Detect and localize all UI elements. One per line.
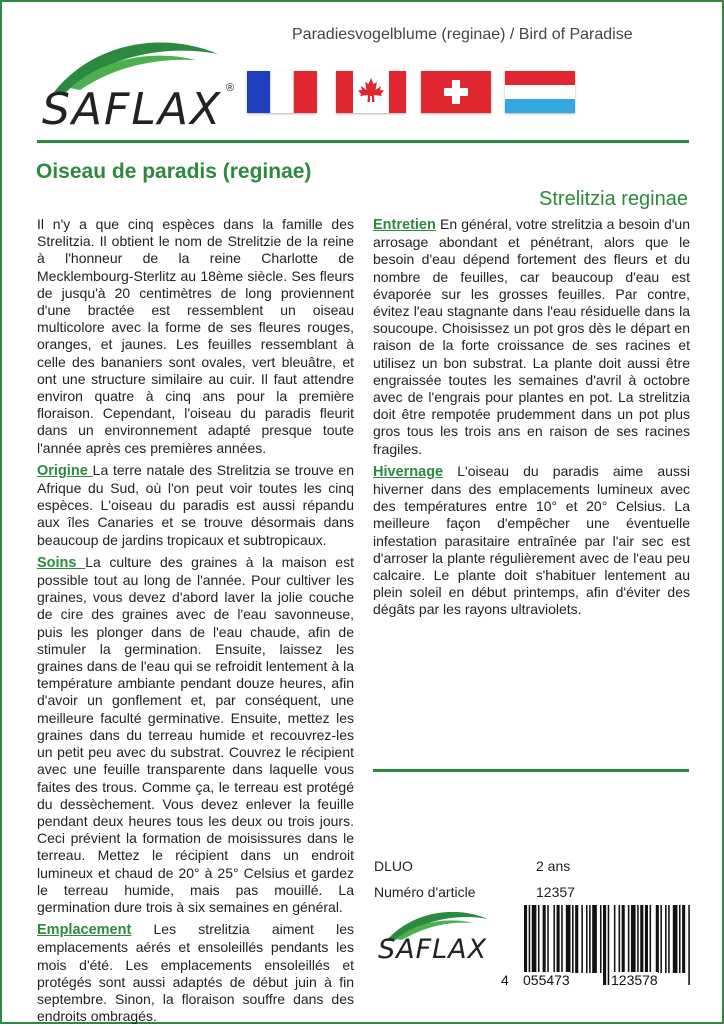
emplacement-text: Les strelitzia aiment les emplacements aérés et ensoleillés pendants les mois d'été. Les emplacements ensoleillés et protégés sont aussi adaptés de début juin à fin septembre. Sinon, la floraison souffre dans des endroits ombragés.	[37, 921, 354, 1025]
barcode-bar	[631, 905, 636, 973]
barcode-bar	[668, 905, 670, 973]
left-column	[37, 216, 354, 1030]
hivernage-text: L'oiseau du paradis aime aussi hiverner dans des emplacements lumineux avec des températures entre 10° et 20° Celsius. La meilleure façon d'empêcher une éventuelle infestation parasitaire entraînée par l'air sec est d'arroser la plante régulièrement avec de l'eau peu calcaire. Le plante doit s'habituer lentement au plein soleil en début printemps, afin d'éviter des dégâts par les rayons ultraviolets.	[373, 462, 691, 618]
emplacement-heading: Emplacement	[37, 922, 132, 939]
canada-flag-icon	[336, 71, 406, 113]
soins-text: La culture des graines à la maison est possible tout au long de l'année. Pour cultiver les graines, vous devez d'abord laver la jolie couche de cire des graines avec de l'eau savonneuse, puis les plonger dans de l'eau chaude, afin de stimuler la germination. Ensuite, laissez les graines dans de l'eau qui se refroidit lentement à la température ambiante pendant douze heures, afin d'avoir un gonflement et, par conséquent, une meilleure faculté germinative. Ensuite, mettez les graines dans du terreau humide et recouvrez-les un petit peu avec du substrat. Couvrez le récipient avec une feuille transparente dans laquelle vous faites des trous. Comme ça, le terreau est protégé du dessèchement. Vous devez enlever la feuille pendant deux heures tous les deux ou trois jours. Ceci prévient la formation de moisissures dans le terreau. Mettez le récipient dans un endroit lumineux et chaud de 20° à 25° Celsius et gardez le terreau humide, mais pas mouillé. La germination dure trois à six semaines en général.	[37, 553, 354, 915]
barcode-bar	[628, 905, 630, 973]
latin-name: Strelitzia reginae	[539, 188, 688, 210]
right-column	[373, 216, 690, 624]
barcode-bar	[589, 905, 591, 973]
barcode-bar	[640, 905, 643, 973]
barcode-bar	[682, 905, 685, 973]
soins-section	[37, 554, 354, 916]
footer-logo-wordmark: SAFLAX	[378, 934, 488, 965]
entretien-section	[373, 216, 690, 458]
hivernage-heading: Hivernage	[373, 463, 444, 480]
luxembourg-flag-icon	[505, 71, 575, 113]
barcode-bar	[592, 905, 597, 973]
barcode-bar	[619, 905, 621, 973]
barcode-bar	[586, 905, 588, 973]
dluo-label: DLUO	[374, 858, 413, 874]
info-divider	[373, 769, 689, 772]
article-number-value: 12357	[536, 884, 575, 900]
page-title: Oiseau de paradis (reginae)	[36, 160, 312, 183]
barcode-bar	[665, 905, 667, 973]
barcode-digits-right: 123578	[611, 972, 658, 988]
switzerland-flag-icon	[421, 71, 491, 113]
registered-mark: ®	[226, 82, 235, 94]
logo-wordmark: SAFLAX	[42, 84, 223, 135]
barcode-bar	[572, 905, 574, 973]
barcode-bar	[614, 905, 616, 973]
barcode-bar	[561, 905, 563, 973]
barcode-bar	[547, 905, 549, 973]
article-number-label: Numéro d'article	[374, 884, 476, 900]
saflax-logo	[36, 30, 241, 135]
entretien-heading: Entretien	[373, 217, 436, 233]
entretien-text: En général, votre strelitzia a besoin d'un arrosage abondant et pénétrant, alors que le besoin d'eau dépend fortement des fleurs et du nombre de feuilles, car beaucoup d'eau est évaporée sur les grosses feuilles. Par contre, évitez l'eau stagnante dans l'eau résiduelle dans la soucoupe. Choisissez un pot gros dès le départ en raison de la forte croissance de ses racines et utilisez un bon substrat. La plante doit aussi être engraissée toutes les semaines d'avril à octobre avec de l'engrais pour plantes en pot. La strelitzia doit être rempotée prudemment dans un pot plus gros tous les trois ans en raison de ses racines fragiles.	[373, 216, 690, 457]
barcode-digits-left: 055473	[523, 972, 570, 988]
barcode-bar	[660, 905, 662, 973]
barcode-digit-first: 4	[501, 972, 509, 988]
barcode-bar	[575, 905, 578, 973]
origine-section	[37, 462, 354, 549]
barcode-bar	[532, 905, 537, 973]
header-divider	[37, 140, 689, 143]
barcode-bar	[608, 905, 610, 985]
origine-heading: Origine	[37, 462, 93, 479]
hivernage-section	[373, 463, 690, 619]
barcode-bar	[557, 905, 560, 973]
barcode-bar	[679, 905, 681, 973]
barcode-bar	[650, 905, 652, 973]
barcode-bar	[603, 905, 606, 985]
barcode-bar	[543, 905, 546, 973]
footer-saflax-logo	[376, 905, 501, 970]
barcode-bar	[656, 905, 659, 973]
france-flag-icon	[247, 71, 317, 113]
barcode-bar	[581, 905, 583, 973]
barcode-bar	[622, 905, 625, 973]
origine-text: La terre natale des Strelitzia se trouve en Afrique du Sud, où l'on peut voir toutes les cinq espèces. L'oiseau du paradis est aussi répandu aux îles Canaries et se trouve désormais dans beaucoup de jardins tropicaux et subtropicaux.	[37, 461, 354, 548]
barcode-bar	[553, 905, 555, 973]
barcode-bar	[566, 905, 571, 973]
barcode-bar	[637, 905, 639, 973]
soins-heading: Soins	[37, 554, 86, 571]
product-subtitle: Paradiesvogelblume (reginae) / Bird of Paradise	[292, 26, 633, 43]
barcode-bar	[673, 905, 678, 973]
barcode-bar	[688, 905, 690, 985]
intro-paragraph: Il n'y a que cinq espèces dans la famille des Strelitzia. Il obtient le nom de Strelitzie de la reine à l'honneur de la reine Charlotte de Mecklembourg-Sterlitz au 18ème siècle. Ses fleurs de jusqu'à 20 centimètres de long proviennent d'une bractée est ressemblent un oiseau multicolore avec la forme de ses fleures rouges, oranges, et jaunes. Les feuilles ressemblant à celle des bananiers sont ovales, vert bleuâtre, et ont une structure similaire au cuir. Il faut attendre environ quatre à cinq ans pour la première floraison. Cependant, l'oiseau du paradis fleurit dans un environnement adapté presque toute l'année après ces premières années.	[37, 216, 354, 456]
barcode-bar	[600, 905, 602, 973]
emplacement-section	[37, 921, 354, 1025]
dluo-value: 2 ans	[536, 858, 571, 874]
barcode-bar	[645, 905, 648, 973]
barcode-bar	[538, 905, 540, 973]
